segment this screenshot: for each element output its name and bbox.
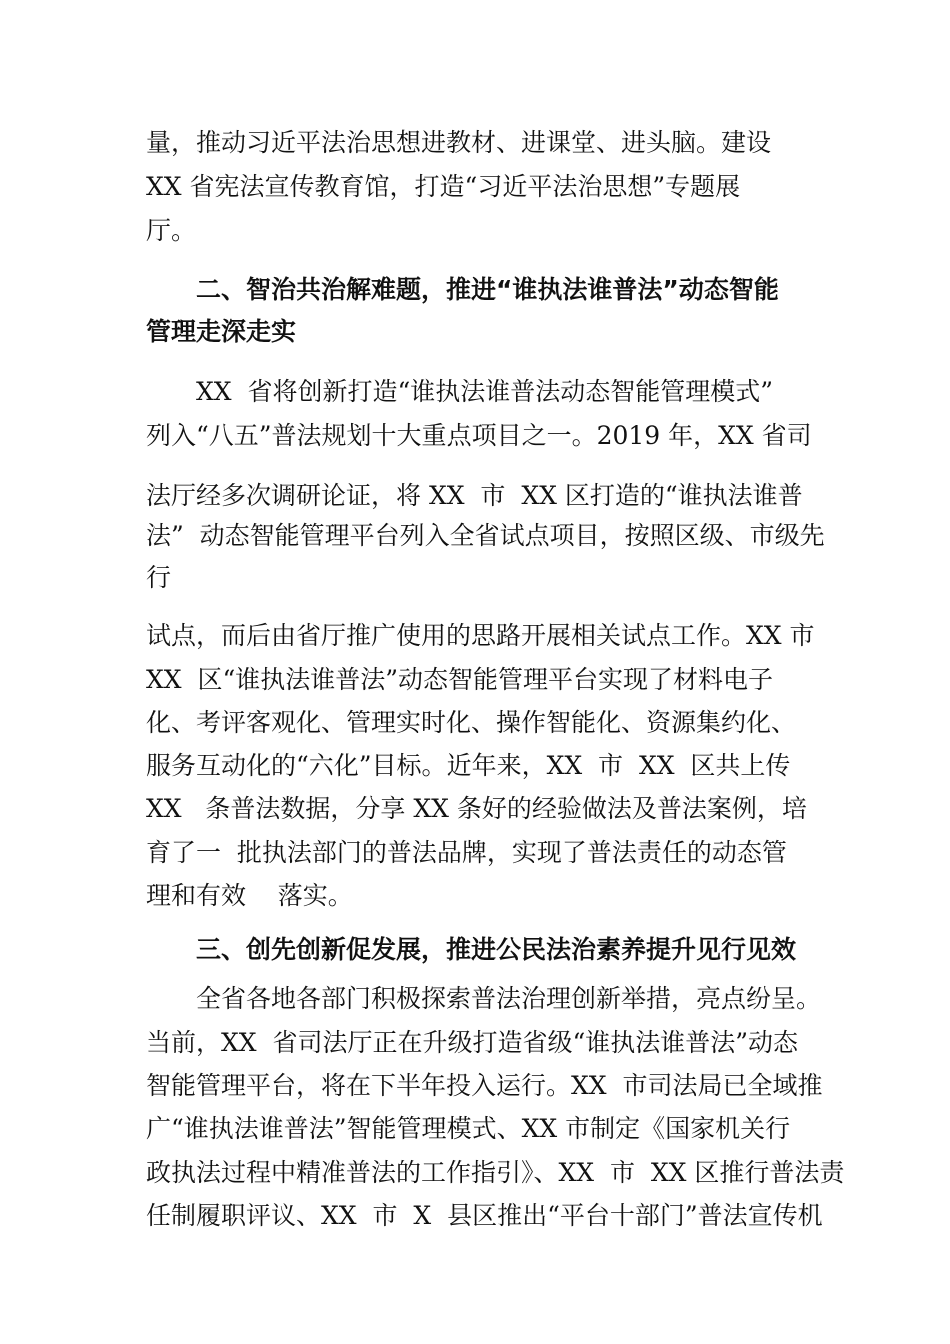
text-line: 当前，XX 省司法厅正在升级打造省级“谁执法谁普法”动态	[146, 1028, 799, 1057]
text-line: 法厅经多次调研论证，将 XX 市 XX 区打造的“谁执法谁普	[146, 481, 803, 510]
text-line: 育了一 批执法部门的普法品牌，实现了普法责任的动态管	[146, 838, 787, 867]
text-line: 化、考评客观化、管理实时化、操作智能化、资源集约化、	[146, 708, 797, 737]
text-line: 量，推动习近平法治思想进教材、进课堂、进头脑。建设	[146, 128, 772, 157]
text-line: XX 条普法数据，分享 XX 条好的经验做法及普法案例，培	[146, 794, 807, 823]
paragraph-start: 全省各地各部门积极探索普法治理创新举措，亮点纷呈。	[196, 984, 822, 1013]
paragraph-start: XX 省将创新打造“谁执法谁普法动态智能管理模式”	[196, 377, 774, 406]
text-line: XX 区“谁执法谁普法”动态智能管理平台实现了材料电子	[146, 665, 774, 694]
section-heading-cont: 管理走深走实	[146, 317, 297, 346]
text-line: 列入“八五”普法规划十大重点项目之一。2019 年，XX 省司	[146, 421, 812, 450]
text-line: 智能管理平台，将在下半年投入运行。XX 市司法局已全域推	[146, 1071, 823, 1100]
text-line: 服务互动化的“六化”目标。近年来，XX 市 XX 区共上传	[146, 751, 791, 780]
section-heading: 三、创先创新促发展，推进公民法治素养提升见行见效	[196, 935, 797, 964]
text-line: XX 省宪法宣传教育馆，打造“习近平法治思想”专题展	[146, 172, 741, 201]
text-line: 试点，而后由省厅推广使用的思路开展相关试点工作。XX 市	[146, 621, 815, 650]
section-heading: 二、智治共治解难题，推进“谁执法谁普法”动态智能	[196, 275, 779, 304]
text-line: 政执法过程中精准普法的工作指引》、XX 市 XX 区推行普法责	[146, 1158, 845, 1187]
text-line: 法” 动态智能管理平台列入全省试点项目，按照区级、市级先	[146, 521, 825, 550]
text-line: 理和有效 落实。	[146, 881, 353, 910]
text-line: 行	[146, 563, 172, 592]
text-line: 广“谁执法谁普法”智能管理模式、XX 市制定《国家机关行	[146, 1114, 791, 1143]
text-line: 任制履职评议、XX 市 X 县区推出“平台十部门”普法宣传机	[146, 1201, 823, 1230]
text-line: 厅。	[146, 216, 197, 245]
